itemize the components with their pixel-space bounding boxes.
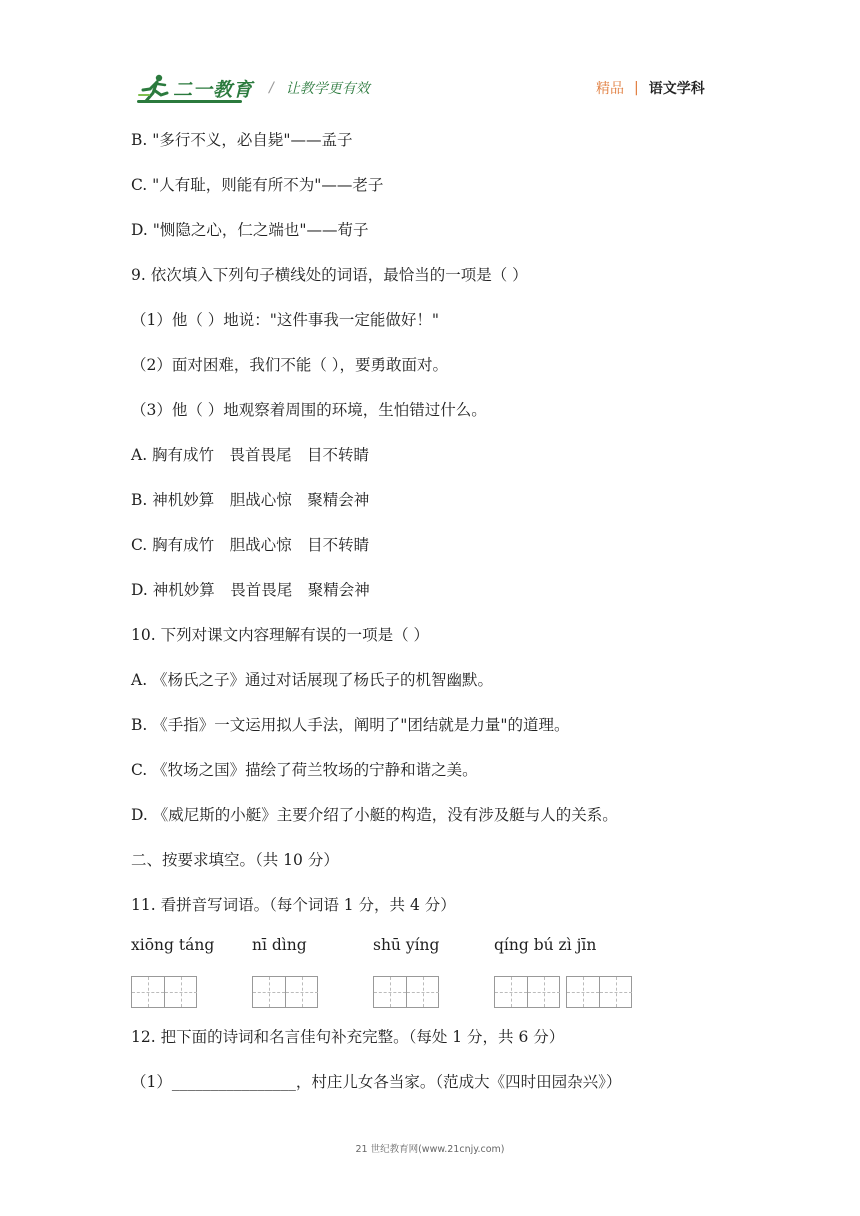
page-header [0,0,860,110]
fill-in-line: （1）________________，村庄儿女各当家。（范成大《四时田园杂兴》） [131,1073,622,1091]
option-a: A. 《杨氏之子》通过对话展现了杨氏子的机智幽默。 [131,671,494,689]
header-separator: | [634,80,639,96]
writing-box[interactable] [131,976,197,1008]
header-divider: / [269,80,274,96]
option-b: B. 神机妙算 胆战心惊 聚精会神 [131,491,370,509]
pinyin-label: xiōng táng [131,936,215,954]
question-content [131,118,731,928]
badge-label: 精品 [596,81,624,97]
question-content-lower [131,1015,731,1105]
writing-box[interactable] [252,976,318,1008]
question-10: 10. 下列对课文内容理解有误的一项是（ ） [131,626,430,644]
pinyin-label: shū yíng [373,936,440,954]
writing-box[interactable] [566,976,632,1008]
logo-underline [137,100,242,103]
header-right [596,78,705,98]
page-footer: 21 世纪教育网(www.21cnjy.com) [355,1144,505,1155]
text-line: （3）他（ ）地观察着周围的环境，生怕错过什么。 [131,401,487,419]
pinyin-row [0,936,860,966]
text-line: （2）面对困难，我们不能（ ），要勇敢面对。 [131,356,449,374]
option-c: C. 《牧场之国》描绘了荷兰牧场的宁静和谐之美。 [131,761,478,779]
question-11: 11. 看拼音写词语。（每个词语 1 分，共 4 分） [131,896,456,914]
option-d: D. 神机妙算 畏首畏尾 聚精会神 [131,581,370,599]
logo-text: 二一教育 [173,78,254,101]
pinyin-label: qíng bú zì jīn [494,936,597,954]
subject-label: 语文学科 [648,81,705,97]
running-man-icon [137,73,171,103]
text-line: B. "多行不义，必自毙"——孟子 [131,131,353,149]
option-d: D. 《威尼斯的小艇》主要介绍了小艇的构造，没有涉及艇与人的关系。 [131,806,618,824]
writing-box[interactable] [373,976,439,1008]
option-b: B. 《手指》一文运用拟人手法，阐明了"团结就是力量"的道理。 [131,716,570,734]
option-c: C. 胸有成竹 胆战心惊 目不转睛 [131,536,370,554]
pinyin-label: nī dìng [252,936,307,954]
writing-box[interactable] [494,976,560,1008]
question-9: 9. 依次填入下列句子横线处的词语，最恰当的一项是（ ） [131,266,528,284]
text-line: D. "恻隐之心，仁之端也"——荀子 [131,221,369,239]
section-heading: 二、按要求填空。（共 10 分） [131,851,339,869]
text-line: C. "人有耻，则能有所不为"——老子 [131,176,384,194]
option-a: A. 胸有成竹 畏首畏尾 目不转睛 [131,446,370,464]
question-12: 12. 把下面的诗词和名言佳句补充完整。（每处 1 分，共 6 分） [131,1028,565,1046]
text-line: （1）他（ ）地说："这件事我一定能做好！" [131,311,440,329]
header-slogan: 让教学更有效 [285,81,370,97]
